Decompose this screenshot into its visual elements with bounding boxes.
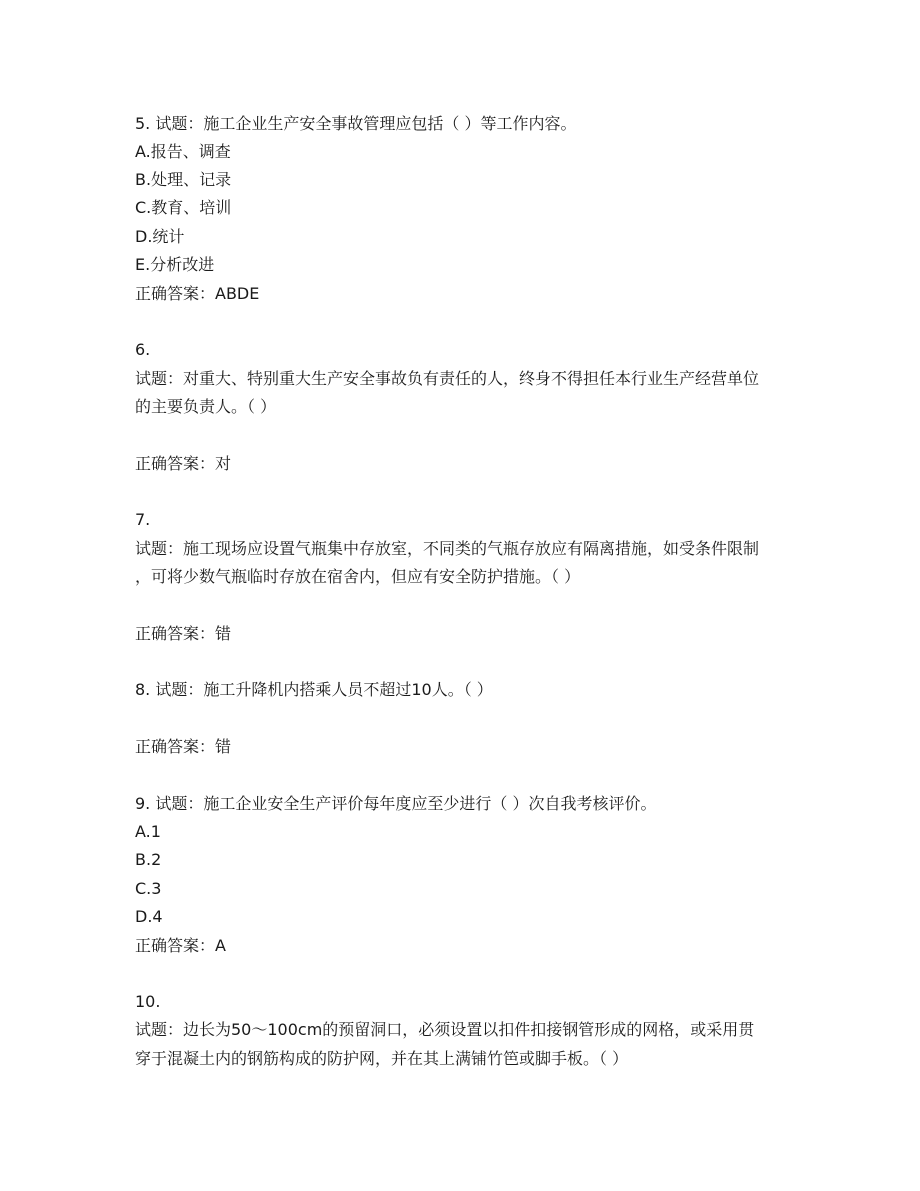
question-9-option-d: D.4: [135, 907, 163, 926]
question-10-stem-line-2: 穿于混凝土内的钢筋构成的防护网，并在其上满铺竹笆或脚手板。（ ）: [135, 1049, 629, 1068]
question-5-stem: 5. 试题：施工企业生产安全事故管理应包括（ ）等工作内容。: [135, 114, 577, 133]
question-6-number: 6.: [135, 340, 151, 359]
question-9-answer: 正确答案：A: [135, 936, 226, 955]
question-9-option-a: A.1: [135, 822, 161, 841]
question-9-stem: 9. 试题：施工企业安全生产评价每年度应至少进行（ ）次自我考核评价。: [135, 794, 657, 813]
question-8-stem: 8. 试题：施工升降机内搭乘人员不超过10人。（ ）: [135, 680, 493, 699]
question-7-stem-line-1: 试题：施工现场应设置气瓶集中存放室，不同类的气瓶存放应有隔离措施，如受条件限制: [135, 539, 760, 558]
question-10-number: 10.: [135, 992, 161, 1011]
question-5-option-b: B.处理、记录: [135, 170, 232, 189]
question-6-stem-line-2: 的主要负责人。（ ）: [135, 397, 277, 416]
question-6-answer: 正确答案：对: [135, 454, 232, 473]
question-9-option-c: C.3: [135, 879, 162, 898]
question-5-option-c: C.教育、培训: [135, 198, 232, 217]
question-9-option-b: B.2: [135, 850, 162, 869]
question-8-answer: 正确答案：错: [135, 737, 232, 756]
question-7-answer: 正确答案：错: [135, 624, 232, 643]
question-7-number: 7.: [135, 510, 151, 529]
question-6-stem-line-1: 试题：对重大、特别重大生产安全事故负有责任的人，终身不得担任本行业生产经营单位: [135, 369, 760, 388]
question-5-option-d: D.统计: [135, 227, 185, 246]
question-7-stem-line-2: ，可将少数气瓶临时存放在宿舍内，但应有安全防护措施。（ ）: [135, 567, 581, 586]
question-5-answer: 正确答案：ABDE: [135, 284, 260, 303]
question-5-option-e: E.分析改进: [135, 255, 215, 274]
question-10-stem-line-1: 试题：边长为50～100cm的预留洞口，必须设置以扣件扣接钢管形成的网格，或采用贯: [135, 1020, 755, 1039]
question-5-option-a: A.报告、调查: [135, 142, 231, 161]
